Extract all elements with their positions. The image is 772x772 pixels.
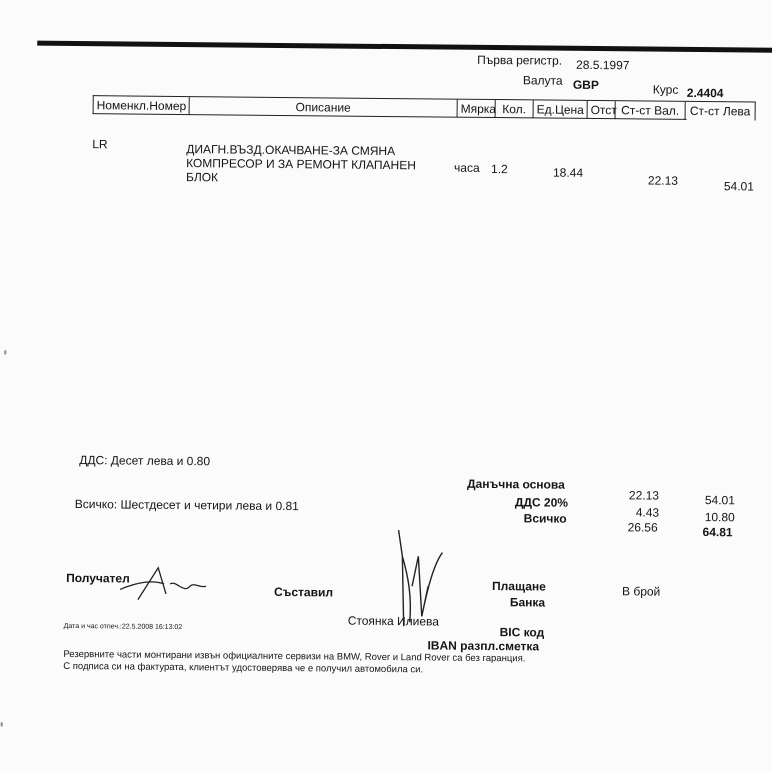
row-unit-price: 18.44 <box>552 165 584 180</box>
margin-mark <box>4 350 6 354</box>
vat-label: ДДС 20% <box>514 495 569 510</box>
bic-label: BIC код <box>499 625 545 640</box>
vat-in-words: ДДС: Десет лева и 0.80 <box>79 453 211 469</box>
receipt-note: С подписа си на фактурата, клиентът удостоверява че е получил автомобила си. <box>63 660 424 676</box>
rate-value: 2.4404 <box>686 85 724 101</box>
tax-base-currency: 22.13 <box>628 488 660 503</box>
total-label: Всичко <box>523 511 567 526</box>
iban-label: IBAN разпл.сметка <box>427 638 540 654</box>
row-description <box>186 142 416 186</box>
row-code: LR <box>92 137 108 152</box>
recipient-label: Получател <box>66 570 130 586</box>
row-description-line: ДИАГН.ВЪЗД.ОКАЧВАНЕ-ЗА СМЯНА <box>186 142 396 159</box>
compiled-by-label: Съставил <box>273 584 334 600</box>
column-header-discount: Отст <box>587 101 615 119</box>
bank-label: Банка <box>509 595 546 610</box>
currency-label: Валута <box>522 73 563 88</box>
total-leva: 64.81 <box>702 525 733 540</box>
currency-value: GBP <box>572 77 599 93</box>
total-in-words: Всичко: Шестдесет и четири лева и 0.81 <box>74 497 299 514</box>
vat-currency: 4.43 <box>635 505 660 520</box>
row-description-line: БЛОК <box>185 170 219 185</box>
column-header-value-leva: Ст-ст Лева <box>685 102 755 121</box>
print-datetime: Дата и час отпеч.:22.5.2008 16:13:02 <box>63 622 183 632</box>
rate-label: Курс <box>652 82 679 97</box>
warranty-note: Резервните части монтирани извън официалните сервизи на BMW, Rover и Land Rover са без гаранция. <box>63 648 526 665</box>
row-value-currency: 22.13 <box>647 173 679 188</box>
first-registration-label: Първа регистр. <box>477 52 563 68</box>
column-header-unit-price: Ед.Цена <box>533 100 587 119</box>
tax-base-label: Данъчна основа <box>466 476 565 492</box>
column-header-unit: Мярка <box>457 100 495 118</box>
row-qty: 1.2 <box>491 161 508 177</box>
row-description-line: КОМПРЕСОР И ЗА РЕМОНТ КЛАПАНЕН <box>186 156 416 173</box>
column-header-qty: Кол. <box>495 100 533 118</box>
column-header-value-currency: Ст-ст Вал. <box>615 101 685 120</box>
row-value-leva: 54.01 <box>723 179 755 194</box>
row-unit: часа <box>454 160 480 175</box>
payment-value: В брой <box>621 584 661 599</box>
compiler-name: Стоянка Илиева <box>347 613 440 629</box>
column-header-description: Описание <box>189 97 457 118</box>
margin-mark <box>1 722 3 726</box>
total-currency: 26.56 <box>627 520 658 535</box>
first-registration-value: 28.5.1997 <box>576 57 630 73</box>
vat-leva: 10.80 <box>704 510 735 525</box>
top-rule <box>37 41 772 53</box>
tax-base-leva: 54.01 <box>704 493 735 508</box>
compiler-signature <box>382 526 453 637</box>
payment-label: Плащане <box>491 579 546 594</box>
recipient-signature <box>118 563 208 604</box>
column-header-code: Номенкл.Номер <box>96 98 187 114</box>
